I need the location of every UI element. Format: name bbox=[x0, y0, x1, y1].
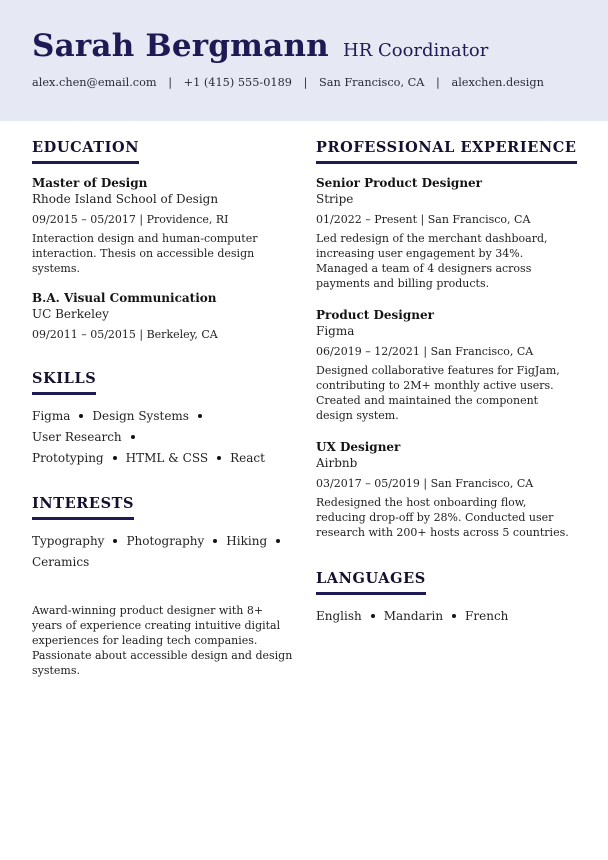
interest-item: Photography bbox=[126, 534, 205, 548]
bullet-dot bbox=[371, 614, 375, 618]
contact-email: alex.chen@email.com bbox=[32, 76, 157, 89]
experience-section bbox=[316, 137, 578, 540]
bullet-dot bbox=[131, 435, 135, 439]
skill-item: Design Systems bbox=[92, 409, 189, 423]
education-meta: 09/2011 – 05/2015 | Berkeley, CA bbox=[32, 328, 218, 341]
name-row bbox=[32, 28, 488, 64]
contact-website: alexchen.design bbox=[451, 76, 544, 89]
experience-desc: Led redesign of the merchant dashboard, increasing user engagement by 34%. Managed a team of 4 designers across payments and billing products. bbox=[316, 232, 548, 290]
education-entry bbox=[32, 290, 294, 342]
section-title-languages: LANGUAGES bbox=[316, 570, 426, 595]
skill-item: User Research bbox=[32, 430, 122, 444]
bullet-dot bbox=[113, 456, 117, 460]
skills-list bbox=[32, 406, 294, 469]
interest-item: Ceramics bbox=[32, 555, 90, 569]
bullet-dot bbox=[113, 539, 117, 543]
education-section bbox=[32, 137, 294, 342]
experience-company: Stripe bbox=[316, 192, 354, 206]
candidate-role: HR Coordinator bbox=[343, 40, 489, 61]
experience-entry bbox=[316, 175, 578, 291]
language-item: French bbox=[465, 609, 509, 623]
resume-header bbox=[0, 0, 608, 121]
experience-entry bbox=[316, 439, 578, 540]
interests-list bbox=[32, 531, 294, 573]
summary-paragraph: Award-winning product designer with 8+ years of experience creating intuitive digital experiences for leading tech companies. Passionate about accessible design and design systems. bbox=[32, 604, 293, 677]
bullet-dot bbox=[217, 456, 221, 460]
language-item: English bbox=[316, 609, 362, 623]
interest-item: Typography bbox=[32, 534, 105, 548]
education-degree: B.A. Visual Communication bbox=[32, 291, 217, 305]
left-column bbox=[32, 137, 294, 678]
interests-section bbox=[32, 493, 294, 573]
languages-section bbox=[316, 568, 578, 627]
experience-company: Airbnb bbox=[316, 456, 358, 470]
experience-entry bbox=[316, 307, 578, 423]
skill-item: React bbox=[230, 451, 265, 465]
experience-meta: 03/2017 – 05/2019 | San Francisco, CA bbox=[316, 477, 534, 490]
education-school: Rhode Island School of Design bbox=[32, 192, 219, 206]
language-item: Mandarin bbox=[383, 609, 444, 623]
bullet-dot bbox=[79, 414, 83, 418]
bullet-dot bbox=[276, 539, 280, 543]
candidate-name: Sarah Bergmann bbox=[32, 28, 329, 64]
section-title-education: EDUCATION bbox=[32, 139, 139, 164]
section-title-interests: INTERESTS bbox=[32, 495, 134, 520]
contact-separator: | bbox=[303, 76, 308, 89]
skill-item: Prototyping bbox=[32, 451, 104, 465]
section-title-skills: SKILLS bbox=[32, 370, 96, 395]
contact-line bbox=[32, 76, 544, 89]
contact-location: San Francisco, CA bbox=[319, 76, 425, 89]
languages-list bbox=[316, 606, 578, 627]
education-entry bbox=[32, 175, 294, 276]
experience-desc: Designed collaborative features for FigJam, contributing to 2M+ monthly active users. Created and maintained the component design system. bbox=[316, 364, 560, 422]
education-desc: Interaction design and human-computer interaction. Thesis on accessible design systems. bbox=[32, 232, 258, 275]
experience-role: Senior Product Designer bbox=[316, 176, 483, 190]
experience-desc: Redesigned the host onboarding flow, reducing drop-off by 28%. Conducted user research with 200+ hosts across 5 countries. bbox=[316, 496, 569, 539]
skills-section bbox=[32, 368, 294, 469]
bullet-dot bbox=[213, 539, 217, 543]
contact-separator: | bbox=[168, 76, 173, 89]
education-school: UC Berkeley bbox=[32, 307, 109, 321]
interest-item: Hiking bbox=[226, 534, 268, 548]
education-meta: 09/2015 – 05/2017 | Providence, RI bbox=[32, 213, 229, 226]
bullet-dot bbox=[198, 414, 202, 418]
bullet-dot bbox=[452, 614, 456, 618]
contact-phone: +1 (415) 555-0189 bbox=[183, 76, 292, 89]
section-title-experience: PROFESSIONAL EXPERIENCE bbox=[316, 139, 577, 164]
experience-role: Product Designer bbox=[316, 308, 434, 322]
contact-separator: | bbox=[436, 76, 440, 89]
skill-item: HTML & CSS bbox=[125, 451, 209, 465]
education-degree: Master of Design bbox=[32, 176, 148, 190]
skill-item: Figma bbox=[32, 409, 71, 423]
experience-role: UX Designer bbox=[316, 440, 401, 454]
experience-meta: 01/2022 – Present | San Francisco, CA bbox=[316, 213, 531, 226]
experience-company: Figma bbox=[316, 324, 355, 338]
right-column bbox=[316, 137, 578, 627]
experience-meta: 06/2019 – 12/2021 | San Francisco, CA bbox=[316, 345, 534, 358]
